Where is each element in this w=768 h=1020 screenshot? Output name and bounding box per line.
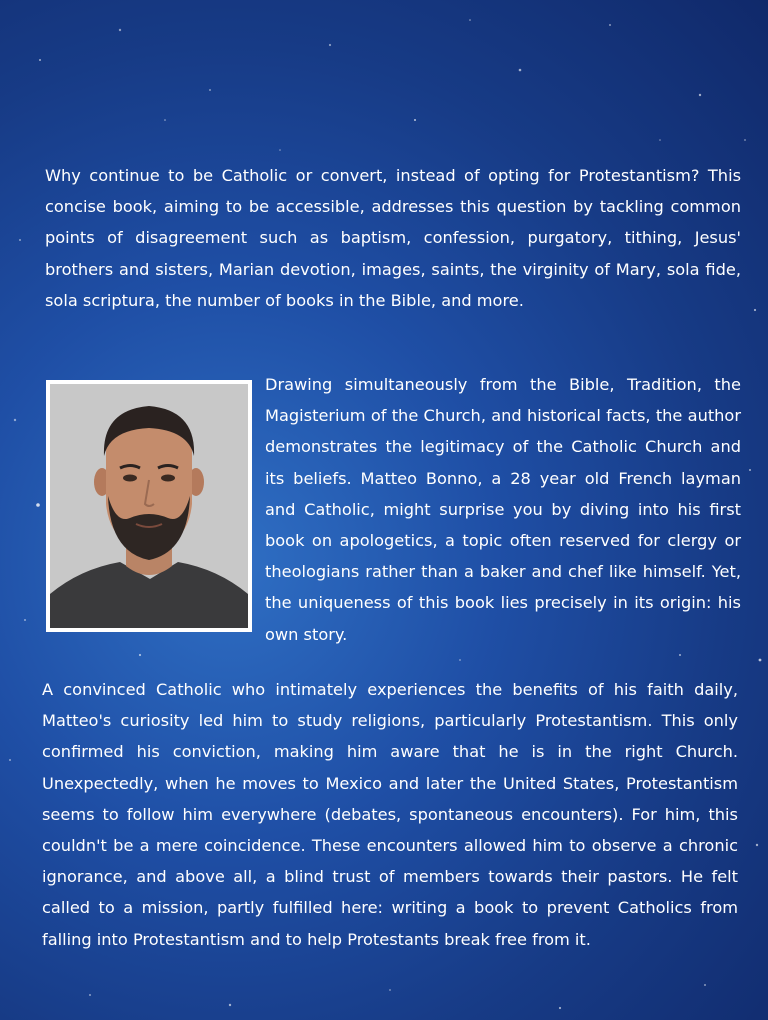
author-paragraph: Drawing simultaneously from the Bible, Tradition, the Magisterium of the Church, and historical facts, the author demonstrates the legitimacy of the Catholic Church and its beliefs. Matteo Bonno, a 28 year old French layman and Catholic, might surprise you by diving into his first book on apologetics, a topic often reserved for clergy or theologians rather than a baker and chef like himself. Yet, the uniqueness of this book lies precisely in its origin: his own story. xyxy=(265,375,741,644)
author-photo xyxy=(50,384,248,628)
intro-paragraph: Why continue to be Catholic or convert, instead of opting for Protestantism? This concise book, aiming to be accessible, addresses this question by tackling common points of disagreement such as baptism, confession, purgatory, tithing, Jesus' brothers and sisters, Marian devotion, images, saints, the virginity of Mary, sola fide, sola scriptura, the number of books in the Bible, and more. xyxy=(45,166,741,310)
author-photo-frame xyxy=(46,380,252,632)
story-paragraph: A convinced Catholic who intimately experiences the benefits of his faith daily, Matteo's curiosity led him to study religions, particularly Protestantism. This only confirmed his conviction, making him aware that he is in the right Church. Unexpectedly, when he moves to Mexico and later the United States, Protestantism seems to follow him everywhere (debates, spontaneous encounters). For him, this couldn't be a mere coincidence. These encounters allowed him to observe a chronic ignorance, and above all, a blind trust of members towards their pastors. He felt called to a mission, partly fulfilled here: writing a book to prevent Catholics from falling into Protestantism and to help Protestants break free from it. xyxy=(42,680,738,949)
